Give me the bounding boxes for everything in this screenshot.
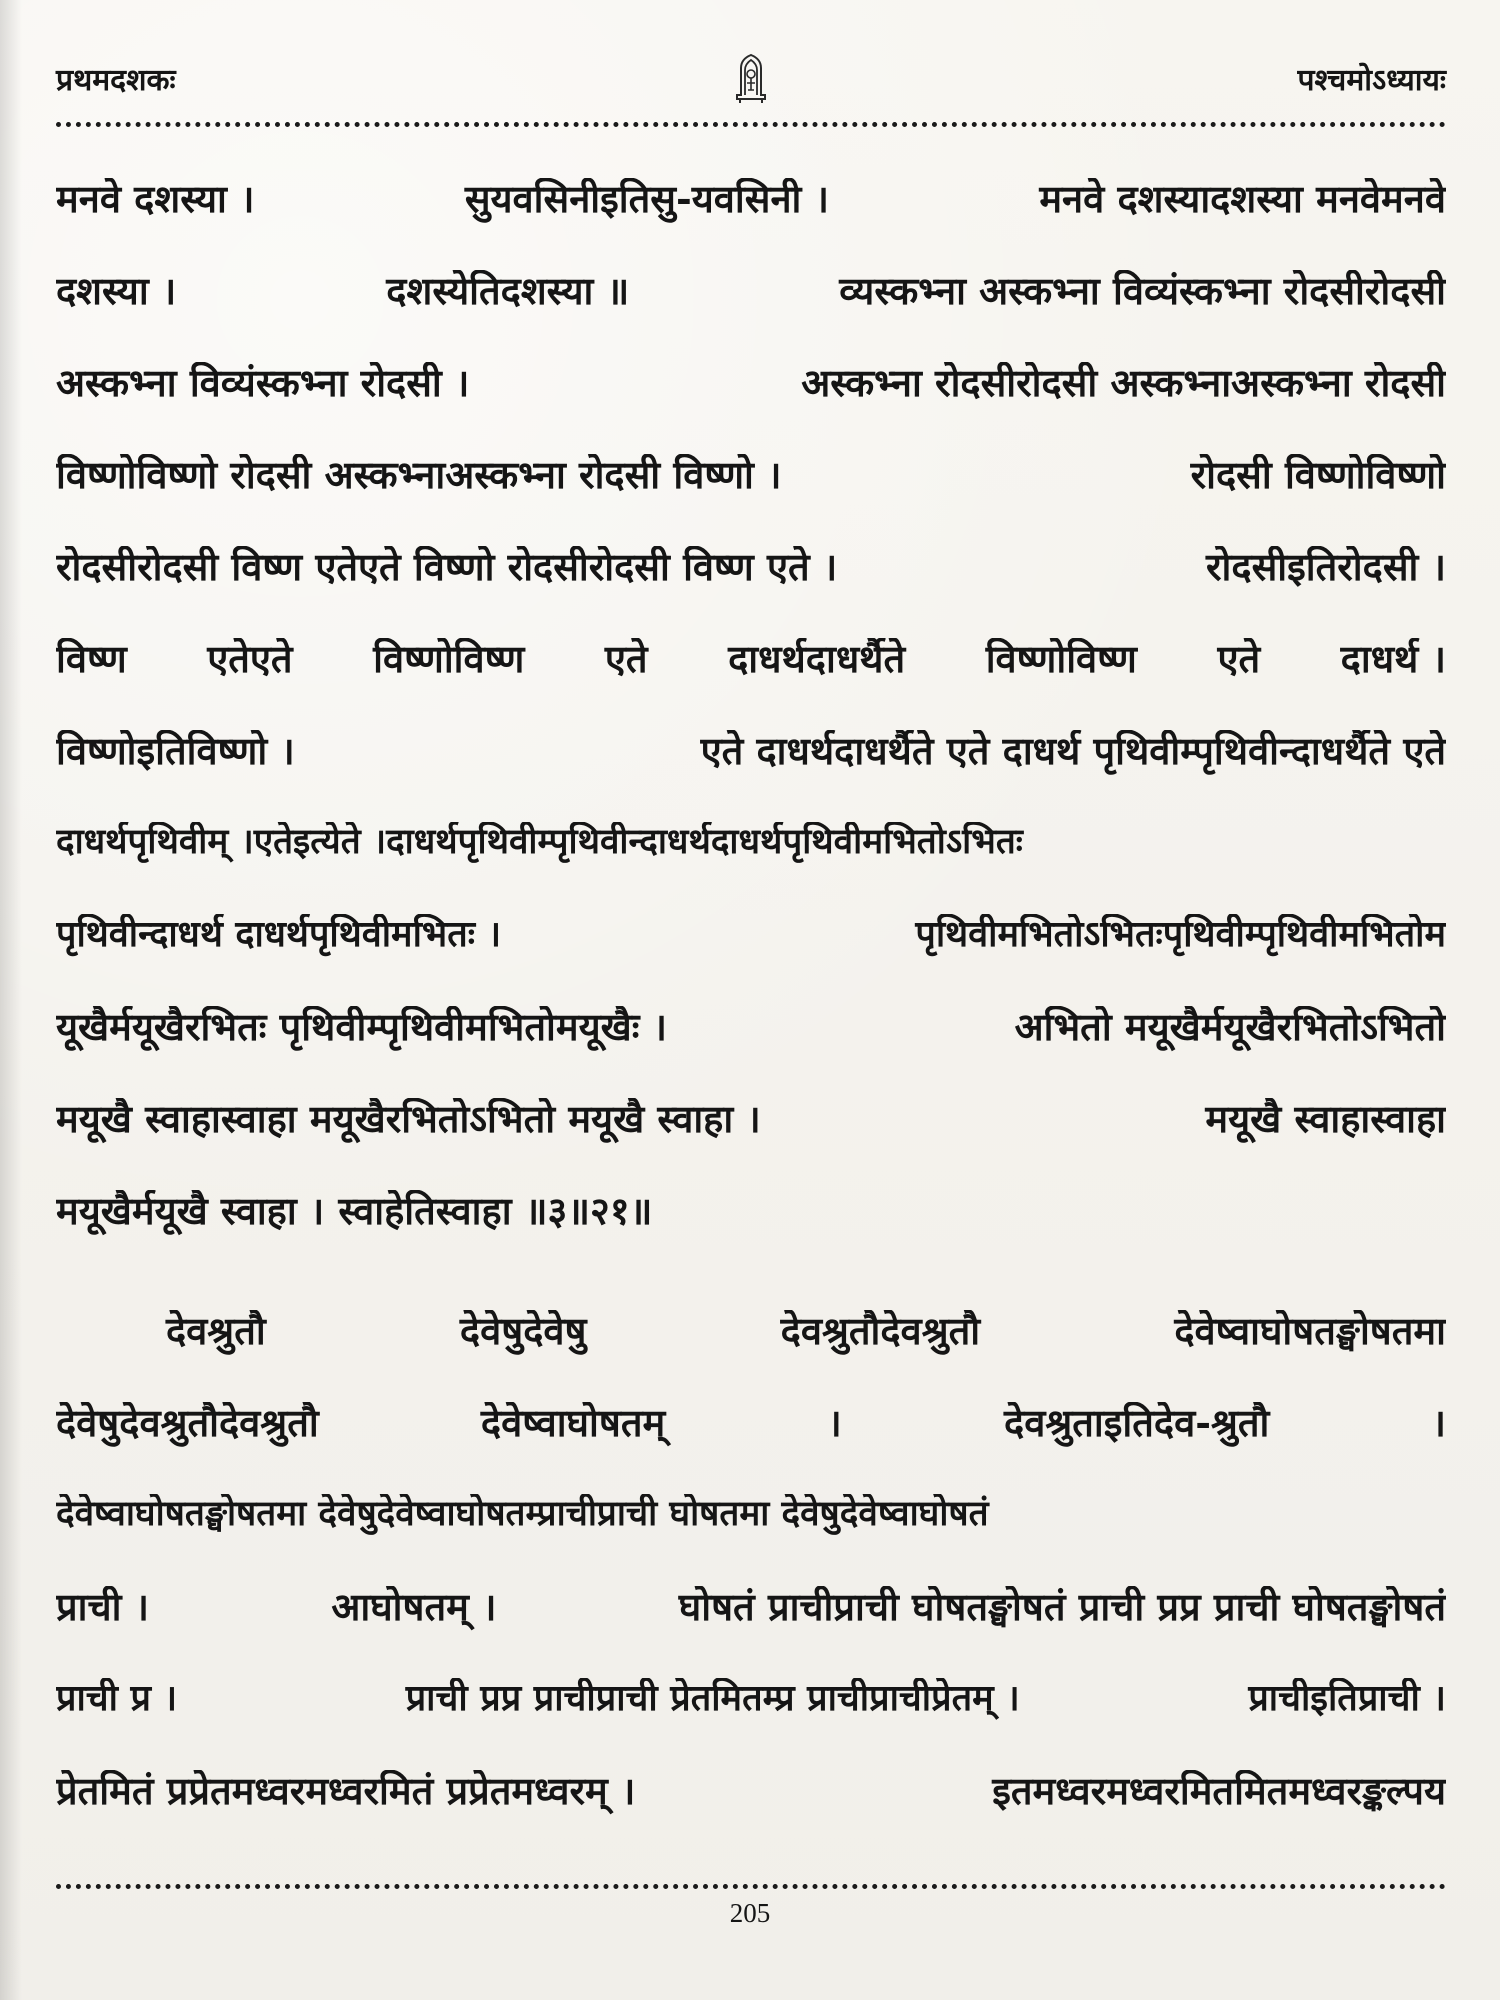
header-right-title: पश्चमोऽध्यायः xyxy=(1297,63,1446,98)
verse-text: आघोषतम् । xyxy=(331,1586,497,1629)
verse-line xyxy=(56,270,1446,362)
verse-text: विष्णोविष्णो रोदसी अस्कभ्नाअस्कभ्ना रोदसी विष्णो । xyxy=(56,454,782,497)
verse-line xyxy=(56,1770,1446,1862)
verse-text: स्वाहेतिस्वाहा ॥३॥२१॥ xyxy=(338,1190,653,1233)
verse-text: देवेष्वाघोषतङ्घोषतमा देवेषुदेवेष्वाघोषतम्प्राचीप्राची घोषतमा देवेषुदेवेष्वाघोषतं xyxy=(56,1494,989,1534)
verse-text: घोषतं प्राचीप्राची घोषतङ्घोषतं प्राची प्रप्र प्राची घोषतङ्घोषतं xyxy=(678,1586,1446,1629)
verse-text: व्यस्कभ्ना अस्कभ्ना विव्यंस्कभ्ना रोदसीरोदसी xyxy=(839,270,1446,313)
verse-text: प्राची प्र । xyxy=(56,1678,178,1719)
verse-text: प्राचीइतिप्राची । xyxy=(1248,1678,1446,1719)
verse-text: अस्कभ्ना विव्यंस्कभ्ना रोदसी । xyxy=(56,362,470,405)
verse-text: देवेष्वाघोषतम् xyxy=(480,1402,666,1445)
verse-line xyxy=(56,822,1446,914)
verse-line xyxy=(56,546,1446,638)
page-number: 205 xyxy=(729,1898,771,1928)
verse-text: एतेएते xyxy=(207,638,293,681)
footer-dotted-rule xyxy=(56,1884,1446,1889)
verse-line xyxy=(56,362,1446,454)
verse-text: एते xyxy=(604,638,648,681)
verse-text: प्राची प्रप्र प्राचीप्राची प्रेतमितम्प्र प्राचीप्राचीप्रेतम् । xyxy=(405,1678,1020,1719)
verse-text: प्राची । xyxy=(56,1586,150,1629)
verse-line xyxy=(56,454,1446,546)
verse-text: । xyxy=(827,1402,842,1445)
verse-text: दाधर्थपृथिवीम् ।एतेइत्येते ।दाधर्थपृथिवीम्पृथिवीन्दाधर्थदाधर्थपृथिवीमभितोऽभितः xyxy=(56,822,1023,862)
verse-text: दशस्या । xyxy=(56,270,177,313)
verse-text: अस्कभ्ना रोदसीरोदसी अस्कभ्नाअस्कभ्ना रोदसी xyxy=(801,362,1446,405)
verse-text: यूखैर्मयूखैरभितः पृथिवीम्पृथिवीमभितोमयूखैः । xyxy=(56,1006,668,1049)
verse-text: मनवे दशस्यादशस्या मनवेमनवे xyxy=(1039,178,1446,221)
verse-line xyxy=(56,1006,1446,1098)
verse-line xyxy=(56,1310,1446,1402)
verse-text: देवेषुदेवश्रुतौदेवश्रुतौ xyxy=(56,1402,319,1445)
verse-text: इतमध्वरमध्वरमितमितमध्वरङ्कल्पय xyxy=(992,1770,1446,1813)
verse-text: । xyxy=(1431,1402,1446,1445)
verse-text: विष्णोविष्ण xyxy=(373,638,525,681)
verse-line xyxy=(56,1586,1446,1678)
verse-text: देवश्रुतौ xyxy=(166,1310,266,1353)
verse-text: मयूखै स्वाहास्वाहा मयूखैरभितोऽभितो मयूखै स्वाहा । xyxy=(56,1098,761,1141)
verse-line xyxy=(56,638,1446,730)
verse-block-2 xyxy=(56,1310,1446,1862)
verse-text: दशस्येतिदशस्या ॥ xyxy=(386,270,630,313)
page-gutter-shadow xyxy=(0,0,22,2000)
verse-text: मयूखैर्मयूखै स्वाहा । xyxy=(56,1190,325,1233)
verse-text: मयूखै स्वाहास्वाहा xyxy=(1205,1098,1446,1141)
verse-text: देवश्रुतौदेवश्रुतौ xyxy=(780,1310,981,1353)
verse-text: एते xyxy=(1217,638,1261,681)
verse-text: पृथिवीमभितोऽभितःपृथिवीम्पृथिवीमभितोम xyxy=(915,914,1446,955)
verse-line xyxy=(56,1190,1446,1282)
verse-text: एते दाधर्थदाधर्थैते एते दाधर्थ पृथिवीम्पृथिवीन्दाधर्थैते एते xyxy=(700,730,1446,773)
verse-line xyxy=(56,1494,1446,1586)
verse-line xyxy=(56,178,1446,270)
verse-text: रोदसीरोदसी विष्ण एतेएते विष्णो रोदसीरोदसी विष्ण एते । xyxy=(56,546,838,589)
verse-block-1 xyxy=(56,178,1446,1282)
verse-text: देवश्रुताइतिदेव-श्रुतौ xyxy=(1004,1402,1270,1445)
verse-text: अभितो मयूखैर्मयूखैरभितोऽभितो xyxy=(1014,1006,1446,1049)
verse-line xyxy=(56,1678,1446,1770)
verse-text: दाधर्थदाधर्थैते xyxy=(728,638,906,681)
verse-text: विष्णोविष्ण xyxy=(985,638,1137,681)
verse-line xyxy=(56,1098,1446,1190)
verse-text: पृथिवीन्दाधर्थ दाधर्थपृथिवीमभितः । xyxy=(56,914,502,955)
verse-line xyxy=(56,914,1446,1006)
verse-text: सुयवसिनीइतिसु-यवसिनी । xyxy=(464,178,830,221)
verse-text: विष्णोइतिविष्णो । xyxy=(56,730,295,773)
header-dotted-rule xyxy=(56,122,1446,127)
verse-text: विष्ण xyxy=(56,638,127,681)
verse-text: देवेष्वाघोषतङ्घोषतमा xyxy=(1174,1310,1446,1353)
verse-line xyxy=(56,730,1446,822)
page-header xyxy=(56,52,1446,122)
verse-text: मनवे दशस्या । xyxy=(56,178,255,221)
verse-line xyxy=(56,1402,1446,1494)
verse-text: रोदसीइतिरोदसी । xyxy=(1206,546,1446,589)
header-left-title: प्रथमदशकः xyxy=(56,63,176,98)
verse-text: प्रेतमितं प्रप्रेतमध्वरमध्वरमितं प्रप्रेतमध्वरम् । xyxy=(56,1770,636,1813)
temple-emblem-icon xyxy=(730,52,772,104)
verse-text: दाधर्थ । xyxy=(1340,638,1446,681)
verse-text: देवेषुदेवेषु xyxy=(459,1310,587,1353)
verse-text: रोदसी विष्णोविष्णो xyxy=(1190,454,1446,497)
